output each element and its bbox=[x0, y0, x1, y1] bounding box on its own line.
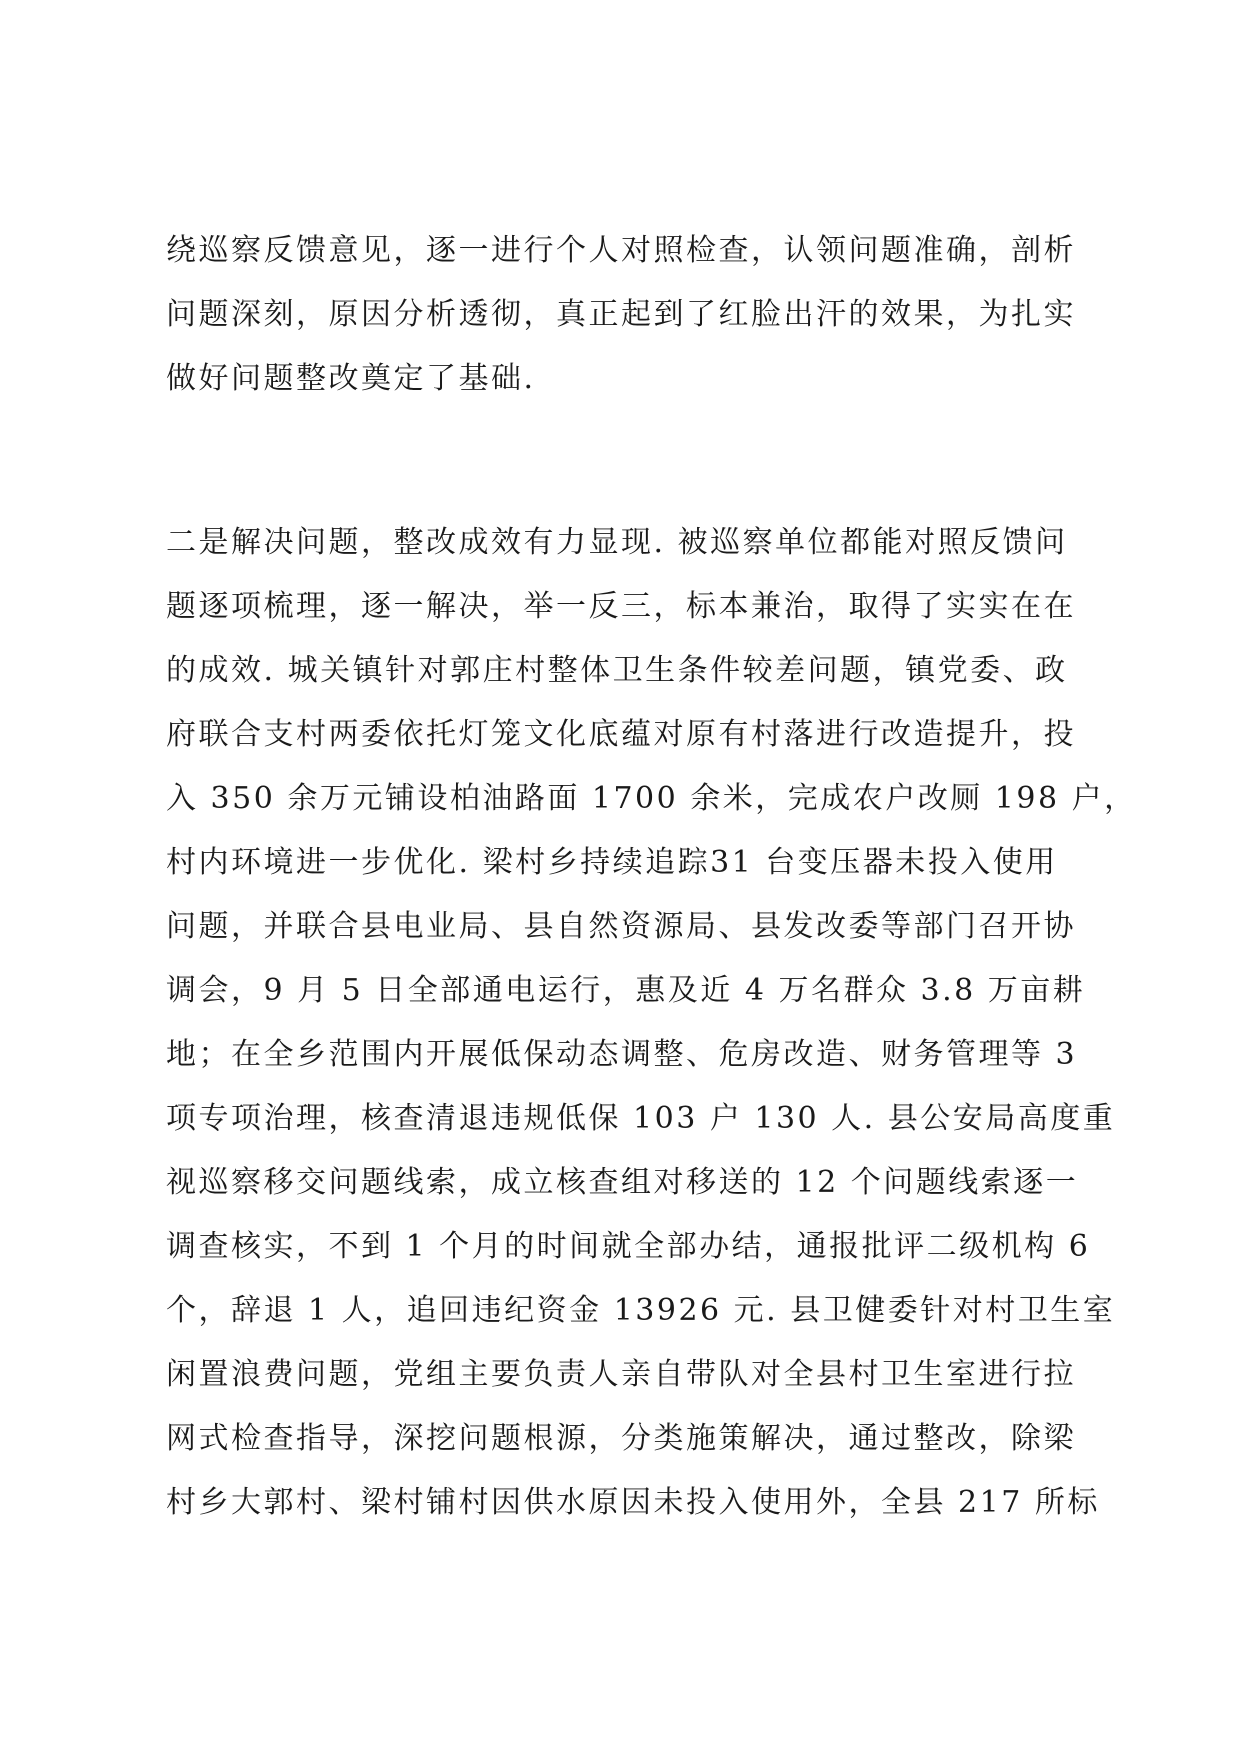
paragraph-line: 调查核实，不到 1 个月的时间就全部办结，通报批评二级机构 6 bbox=[166, 1229, 1091, 1264]
paragraph-line: 问题，并联合县电业局、县自然资源局、县发改委等部门召开协 bbox=[166, 909, 1076, 944]
paragraph-1 bbox=[166, 219, 1096, 411]
paragraph-line: 个，辞退 1 人，追回违纪资金 13926 元. 县卫健委针对村卫生室 bbox=[166, 1293, 1116, 1328]
paragraph-line: 做好问题整改奠定了基础. bbox=[166, 361, 536, 396]
paragraph-line: 题逐项梳理，逐一解决，举一反三，标本兼治，取得了实实在在 bbox=[166, 589, 1076, 624]
paragraph-line: 府联合支村两委依托灯笼文化底蕴对原有村落进行改造提升，投 bbox=[166, 717, 1076, 752]
paragraph-line: 的成效. 城关镇针对郭庄村整体卫生条件较差问题，镇党委、政 bbox=[166, 653, 1068, 688]
paragraph-line: 二是解决问题，整改成效有力显现. 被巡察单位都能对照反馈问 bbox=[166, 525, 1068, 560]
paragraph-2 bbox=[166, 511, 1137, 1535]
paragraph-line: 视巡察移交问题线索，成立核查组对移送的 12 个问题线索逐一 bbox=[166, 1165, 1079, 1200]
paragraph-line: 闲置浪费问题，党组主要负责人亲自带队对全县村卫生室进行拉 bbox=[166, 1357, 1076, 1392]
paragraph-line: 入 350 余万元铺设柏油路面 1700 余米，完成农户改厕 198 户， bbox=[166, 781, 1137, 816]
paragraph-line: 村乡大郭村、梁村铺村因供水原因未投入使用外，全县 217 所标 bbox=[166, 1485, 1100, 1520]
paragraph-line: 绕巡察反馈意见，逐一进行个人对照检查，认领问题准确，剖析 bbox=[166, 233, 1076, 268]
paragraph-line: 村内环境进一步优化. 梁村乡持续追踪31 台变压器未投入使用 bbox=[166, 845, 1058, 880]
paragraph-line: 项专项治理，核查清退违规低保 103 户 130 人. 县公安局高度重 bbox=[166, 1101, 1116, 1136]
paragraph-line: 网式检查指导，深挖问题根源，分类施策解决，通过整改，除梁 bbox=[166, 1421, 1076, 1456]
paragraph-line: 问题深刻，原因分析透彻，真正起到了红脸出汗的效果，为扎实 bbox=[166, 297, 1076, 332]
paragraph-line: 地；在全乡范围内开展低保动态调整、危房改造、财务管理等 3 bbox=[166, 1037, 1078, 1072]
paragraph-line: 调会，9 月 5 日全部通电运行，惠及近 4 万名群众 3.8 万亩耕 bbox=[166, 973, 1086, 1008]
